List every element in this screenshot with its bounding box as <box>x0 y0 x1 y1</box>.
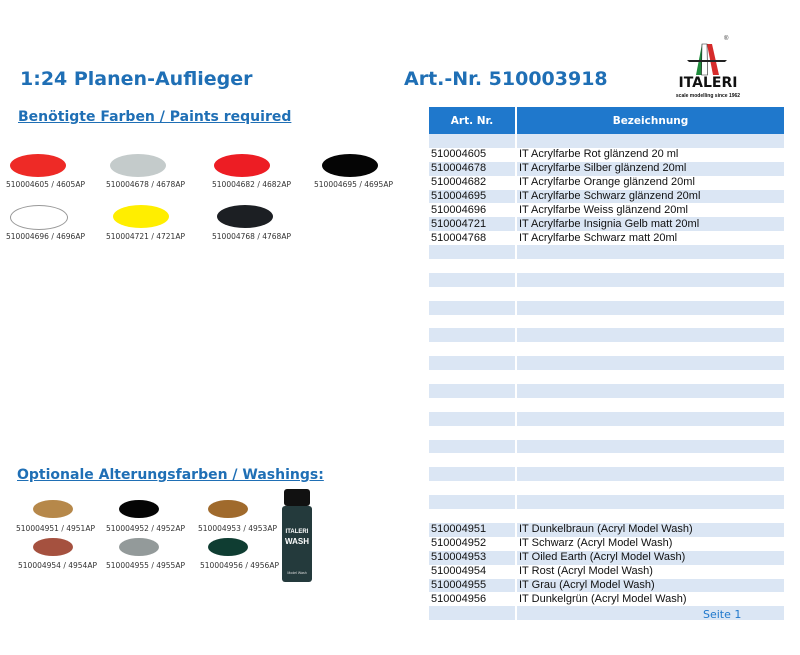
art-nr-cell: 510004952 <box>429 537 516 551</box>
table-row <box>429 342 784 356</box>
paint-label: 510004768 / 4768AP <box>212 232 291 241</box>
art-nr-cell: 510004951 <box>429 523 516 537</box>
table-row <box>429 259 784 273</box>
bezeichnung-cell: IT Rost (Acryl Model Wash) <box>516 565 784 579</box>
bottle-brand: ITALERI <box>285 529 309 535</box>
paint-swatch <box>10 154 66 177</box>
wash-label: 510004951 / 4951AP <box>16 524 95 533</box>
wash-swatch <box>33 500 73 518</box>
art-nr-cell: 510004956 <box>429 592 516 606</box>
art-nr-cell: 510004682 <box>429 176 516 190</box>
art-nr-cell <box>429 509 516 523</box>
table-row <box>429 273 784 287</box>
art-nr-cell: 510004768 <box>429 231 516 245</box>
table-row <box>429 370 784 384</box>
wash-label: 510004956 / 4956AP <box>200 561 279 570</box>
paints-required-heading: Benötigte Farben / Paints required <box>18 109 292 125</box>
art-nr-cell <box>429 273 516 287</box>
bezeichnung-cell <box>516 370 784 384</box>
wash-swatch <box>208 538 248 556</box>
bezeichnung-cell <box>516 453 784 467</box>
bottle-caption: Model Wash <box>287 571 307 575</box>
bezeichnung-cell <box>516 356 784 370</box>
art-nr-cell <box>429 328 516 342</box>
bezeichnung-cell: IT Acrylfarbe Schwarz glänzend 20ml <box>516 190 784 204</box>
table-row <box>429 398 784 412</box>
art-nr-cell <box>429 315 516 329</box>
table-row <box>429 467 784 481</box>
bezeichnung-cell <box>516 426 784 440</box>
wash-label: 510004952 / 4952AP <box>106 524 185 533</box>
wash-swatch <box>119 500 159 518</box>
bezeichnung-cell: IT Acrylfarbe Silber glänzend 20ml <box>516 162 784 176</box>
table-row <box>429 356 784 370</box>
table-row <box>429 565 784 579</box>
bezeichnung-cell <box>516 259 784 273</box>
table-row <box>429 440 784 454</box>
paint-label: 510004721 / 4721AP <box>106 232 185 241</box>
table-row <box>429 217 784 231</box>
paint-swatch <box>217 205 273 228</box>
italeri-logo <box>669 38 747 102</box>
art-nr-cell: 510004721 <box>429 217 516 231</box>
bezeichnung-cell <box>516 481 784 495</box>
bottle-product: WASH <box>285 537 309 546</box>
bezeichnung-cell <box>516 342 784 356</box>
table-row <box>429 384 784 398</box>
bezeichnung-cell <box>516 384 784 398</box>
bezeichnung-cell: IT Acrylfarbe Schwarz matt 20ml <box>516 231 784 245</box>
bezeichnung-cell: IT Grau (Acryl Model Wash) <box>516 579 784 593</box>
bezeichnung-cell: IT Oiled Earth (Acryl Model Wash) <box>516 551 784 565</box>
bezeichnung-cell: IT Acrylfarbe Rot glänzend 20 ml <box>516 148 784 162</box>
table-row <box>429 579 784 593</box>
table-row <box>429 134 784 148</box>
art-nr-cell <box>429 398 516 412</box>
wash-swatch <box>33 538 73 556</box>
art-nr-cell <box>429 384 516 398</box>
art-nr-cell <box>429 495 516 509</box>
bezeichnung-cell <box>516 301 784 315</box>
table-row <box>429 481 784 495</box>
art-nr-cell: 510004953 <box>429 551 516 565</box>
art-nr-cell <box>429 245 516 259</box>
table-row <box>429 412 784 426</box>
paint-label: 510004605 / 4605AP <box>6 180 85 189</box>
table-row <box>429 190 784 204</box>
paint-swatch <box>110 154 166 177</box>
logo-mark-icon <box>669 38 747 76</box>
art-nr-cell: 510004954 <box>429 565 516 579</box>
bottle-cap <box>284 489 310 506</box>
table-row <box>429 592 784 606</box>
table-row <box>429 287 784 301</box>
bezeichnung-cell: IT Acrylfarbe Insignia Gelb matt 20ml <box>516 217 784 231</box>
bezeichnung-cell <box>516 412 784 426</box>
bezeichnung-cell <box>516 606 784 620</box>
table-row <box>429 203 784 217</box>
bezeichnung-cell: IT Dunkelbraun (Acryl Model Wash) <box>516 523 784 537</box>
table-row <box>429 328 784 342</box>
logo-brand: ITALERI <box>678 75 738 91</box>
column-header-art-nr: Art. Nr. <box>429 107 516 134</box>
bezeichnung-cell <box>516 398 784 412</box>
bezeichnung-cell <box>516 134 784 148</box>
bezeichnung-cell <box>516 287 784 301</box>
bezeichnung-cell <box>516 315 784 329</box>
art-nr-cell: 510004678 <box>429 162 516 176</box>
paint-label: 510004682 / 4682AP <box>212 180 291 189</box>
paint-label: 510004678 / 4678AP <box>106 180 185 189</box>
art-nr-cell <box>429 342 516 356</box>
bezeichnung-cell <box>516 495 784 509</box>
art-nr-cell: 510004605 <box>429 148 516 162</box>
paint-swatch <box>113 205 169 228</box>
art-nr-cell <box>429 481 516 495</box>
table-row <box>429 523 784 537</box>
logo-registered-mark: ® <box>724 36 729 42</box>
page-number: Seite 1 <box>703 608 742 621</box>
washings-heading: Optionale Alterungsfarben / Washings: <box>17 467 324 483</box>
paint-swatch <box>322 154 378 177</box>
art-nr-cell <box>429 606 516 620</box>
art-nr-cell <box>429 467 516 481</box>
art-nr-cell: 510004696 <box>429 203 516 217</box>
page-title: 1:24 Planen-Auflieger <box>20 68 253 90</box>
bezeichnung-cell <box>516 467 784 481</box>
wash-bottle-image <box>281 489 313 582</box>
table-row <box>429 301 784 315</box>
wash-swatch <box>119 538 159 556</box>
paint-swatch <box>10 205 68 230</box>
bezeichnung-cell <box>516 273 784 287</box>
bezeichnung-cell <box>516 245 784 259</box>
bezeichnung-cell: IT Acrylfarbe Weiss glänzend 20ml <box>516 203 784 217</box>
table-row <box>429 245 784 259</box>
table-row <box>429 162 784 176</box>
table-row <box>429 509 784 523</box>
article-table <box>429 107 784 620</box>
bezeichnung-cell: IT Acrylfarbe Orange glänzend 20ml <box>516 176 784 190</box>
table-row <box>429 551 784 565</box>
paint-label: 510004695 / 4695AP <box>314 180 393 189</box>
wash-label: 510004954 / 4954AP <box>18 561 97 570</box>
table-row <box>429 537 784 551</box>
art-nr-cell <box>429 426 516 440</box>
bezeichnung-cell: IT Dunkelgrün (Acryl Model Wash) <box>516 592 784 606</box>
art-nr-cell <box>429 287 516 301</box>
paint-label: 510004696 / 4696AP <box>6 232 85 241</box>
art-nr-cell <box>429 412 516 426</box>
art-nr-cell <box>429 301 516 315</box>
column-header-bezeichnung: Bezeichnung <box>516 107 784 134</box>
art-nr-cell: 510004695 <box>429 190 516 204</box>
table-row <box>429 495 784 509</box>
bezeichnung-cell <box>516 440 784 454</box>
table-row <box>429 426 784 440</box>
bezeichnung-cell <box>516 328 784 342</box>
art-nr-cell <box>429 440 516 454</box>
table-row <box>429 148 784 162</box>
table-row <box>429 315 784 329</box>
table-row <box>429 176 784 190</box>
logo-tagline: scale modelling since 1962 <box>675 93 741 99</box>
art-nr-cell <box>429 134 516 148</box>
art-nr-cell <box>429 259 516 273</box>
table-header-row <box>429 107 784 134</box>
paint-swatch <box>214 154 270 177</box>
art-nr-cell <box>429 453 516 467</box>
table-row <box>429 231 784 245</box>
wash-label: 510004953 / 4953AP <box>198 524 277 533</box>
art-nr-cell <box>429 370 516 384</box>
bezeichnung-cell <box>516 509 784 523</box>
article-number: Art.-Nr. 510003918 <box>404 68 608 90</box>
bezeichnung-cell: IT Schwarz (Acryl Model Wash) <box>516 537 784 551</box>
art-nr-cell: 510004955 <box>429 579 516 593</box>
wash-swatch <box>208 500 248 518</box>
art-nr-cell <box>429 356 516 370</box>
wash-label: 510004955 / 4955AP <box>106 561 185 570</box>
table-row <box>429 453 784 467</box>
